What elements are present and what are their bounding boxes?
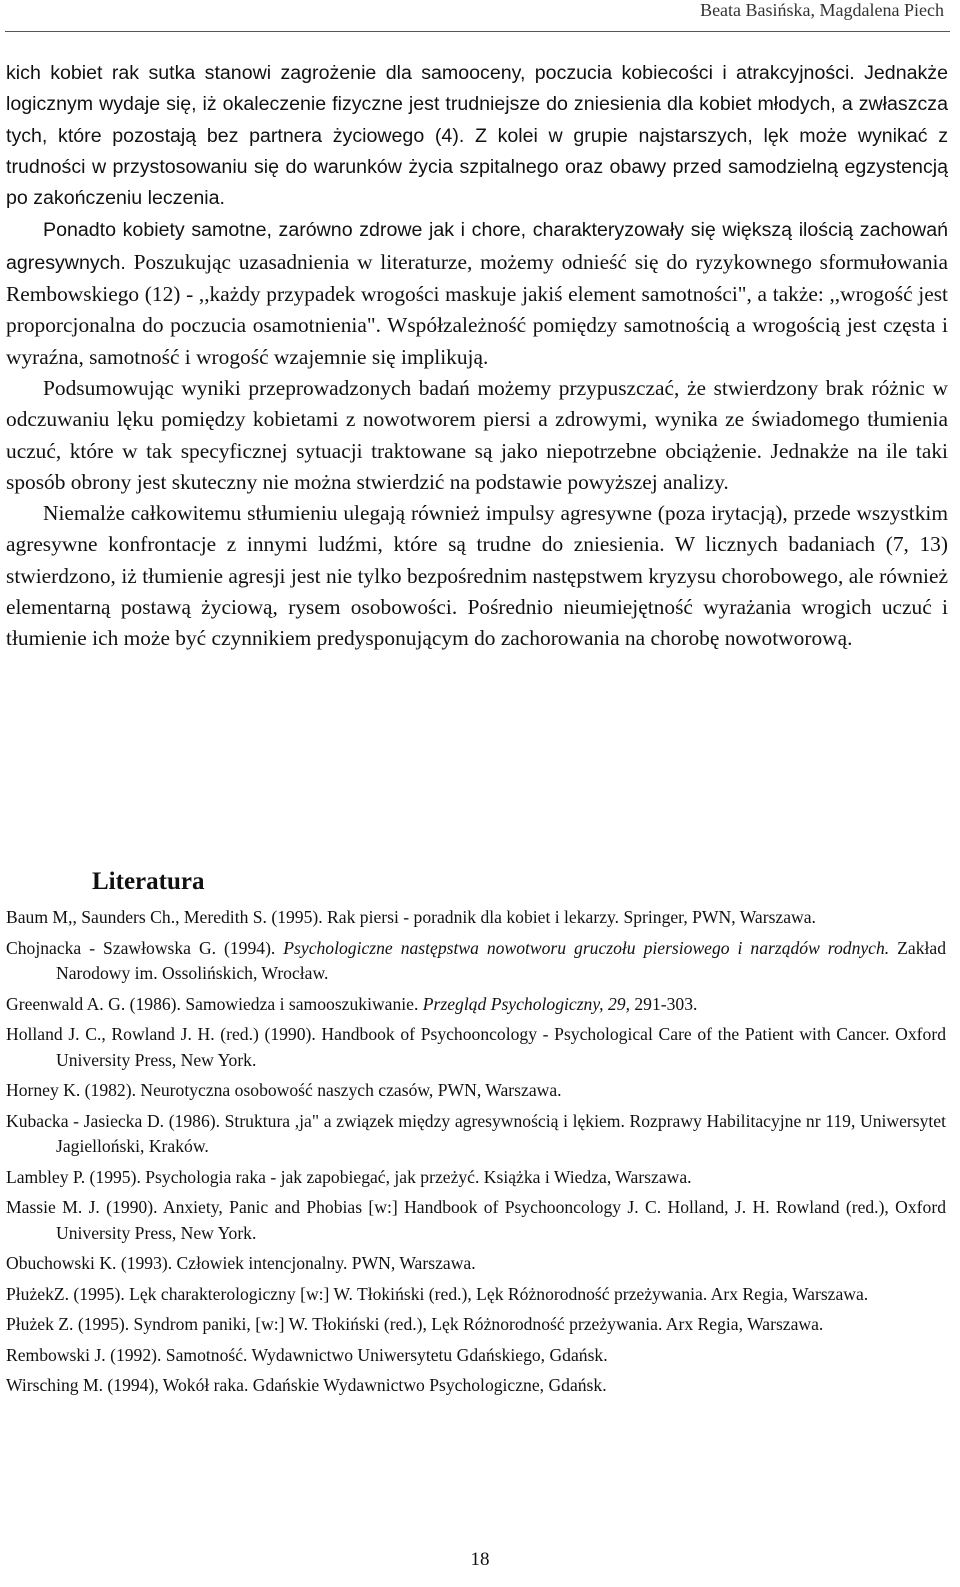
reference-item	[6, 1282, 946, 1308]
reference-item	[6, 1343, 946, 1369]
paragraph-4-text: Niemalże całkowitemu stłumieniu ulegają również impulsy agresywne (poza irytacją), przede wszystkim agresywne konfrontacje z innymi ludźmi, które są trudne do zniesienia. W licznych badaniach (7, 13) stwierdzono, iż tłumienie agresji jest nie tylko bezpośrednim następstwem kryzysu chorobowego, ale również elementarną postawą życiową, rysem osobowości. Pośrednio nieumiejętność wyrażania wrogich uczuć i tłumienie ich może być czynnikiem predysponującym do zachorowania na chorobę nowotworową.	[6, 501, 948, 651]
reference-text: PłużekZ. (1995). Lęk charakterologiczny [w:] W. Tłokiński (red.), Lęk Różnorodność przeżywania. Arx Regia, Warszawa.	[6, 1283, 869, 1304]
reference-italic: Przegląd Psychologiczny, 29,	[422, 993, 630, 1014]
reference-text: Greenwald A. G. (1986). Samowiedza i samooszukiwanie.	[6, 993, 423, 1014]
paragraph-2-lead: Ponadto kobiety samotne, zarówno zdrowe jak i chore, charakteryzowały się większą ilością zachowań agresywnych.	[6, 219, 948, 274]
reference-item	[6, 1373, 946, 1399]
page-number: 18	[470, 1549, 490, 1570]
reference-item	[6, 992, 946, 1018]
reference-item	[6, 1312, 946, 1338]
reference-text: Płużek Z. (1995). Syndrom paniki, [w:] W. Tłokiński (red.), Lęk Różnorodność przeżywania. Arx Regia, Warszawa.	[6, 1314, 824, 1334]
reference-item	[6, 1251, 946, 1277]
reference-italic: Psychologiczne następstwa nowotworu gruczołu piersiowego i narządów rodnych.	[283, 937, 890, 958]
reference-item	[6, 936, 946, 987]
reference-text: Massie M. J. (1990). Anxiety, Panic and Phobias [w:] Handbook of Psychooncology J. C. Holland, J. H. Rowland (red.), Oxford University Press, New York.	[6, 1197, 946, 1243]
reference-item	[6, 1165, 946, 1191]
paragraph-4	[6, 498, 948, 654]
reference-text: Lambley P. (1995). Psychologia raka - jak zapobiegać, jak przeżyć. Książka i Wiedza, Warszawa.	[6, 1166, 692, 1187]
reference-text: Chojnacka - Szawłowska G. (1994).	[6, 937, 284, 958]
header-divider	[5, 31, 950, 32]
reference-item	[6, 1078, 946, 1104]
reference-text: Holland J. C., Rowland J. H. (red.) (1990). Handbook of Psychooncology - Psychological Care of the Patient with Cancer. Oxford University Press, New York.	[6, 1024, 946, 1070]
reference-text: Baum M,, Saunders Ch., Meredith S. (1995). Rak piersi - poradnik dla kobiet i lekarzy. Springer, PWN, Warszawa.	[6, 907, 816, 927]
literature-heading: Literatura	[92, 868, 205, 895]
body-text	[6, 58, 948, 655]
paragraph-3-text: Podsumowując wyniki przeprowadzonych badań możemy przypuszczać, że stwierdzony brak różnic w odczuwaniu lęku pomiędzy kobietami z nowotworem piersi a zdrowymi, wynika ze świadomego tłumienia uczuć, które w tak specyficznej sytuacji traktowane są jako niepotrzebne obciążenie. Jednakże na ile taki sposób obrony jest skuteczny nie można stwierdzić na podstawie powyższej analizy.	[6, 375, 948, 494]
reference-text: Horney K. (1982). Neurotyczna osobowość naszych czasów, PWN, Warszawa.	[6, 1080, 562, 1100]
paragraph-2-text: Poszukując uzasadnienia w literaturze, możemy odnieść się do ryzykownego sformułowania Rembowskiego (12) - ,,każdy przypadek wrogości maskuje jakiś element samotności", a także: ,,wrogość jest proporcjonalna do poczucia osamotnienia". Współzależność pomiędzy samotnością a wrogością jest częsta i wyraźna, samotność i wrogość wzajemnie się implikują.	[6, 249, 948, 369]
reference-text: Rembowski J. (1992). Samotność. Wydawnictwo Uniwersytetu Gdańskiego, Gdańsk.	[6, 1344, 608, 1365]
reference-item	[6, 1195, 946, 1246]
running-head: Beata Basińska, Magdalena Piech	[700, 0, 944, 20]
paragraph-3	[6, 373, 948, 498]
paragraph-1	[6, 58, 948, 214]
reference-item	[6, 1022, 946, 1073]
reference-text: Wirsching M. (1994), Wokół raka. Gdańskie Wydawnictwo Psychologiczne, Gdańsk.	[6, 1375, 607, 1395]
reference-list	[6, 905, 946, 1404]
paragraph-1-text: kich kobiet rak sutka stanowi zagrożenie dla samooceny, poczucia kobiecości i atrakcyjności. Jednakże logicznym wydaje się, iż okaleczenie fizyczne jest trudniejsze do zniesienia dla kobiet młodych, a zwłaszcza tych, które pozostają bez partnera życiowego (4). Z kolei w grupie najstarszych, lęk może wynikać z trudności w przystosowaniu się do warunków życia szpitalnego oraz obawy przed samodzielną egzystencją po zakończeniu leczenia.	[6, 62, 948, 210]
reference-text: Kubacka - Jasiecka D. (1986). Struktura ,ja" a związek między agresywnością i lękiem. Rozprawy Habilitacyjne nr 119, Uniwersytet Jagielloński, Kraków.	[6, 1110, 946, 1156]
reference-item	[6, 1109, 946, 1160]
reference-text-after: Zakład Narodowy im. Ossolińskich, Wrocław.	[56, 937, 947, 983]
reference-text-after: 291-303.	[629, 993, 698, 1014]
reference-item	[6, 905, 946, 931]
reference-text: Obuchowski K. (1993). Człowiek intencjonalny. PWN, Warszawa.	[6, 1253, 476, 1273]
paragraph-2	[6, 214, 948, 372]
